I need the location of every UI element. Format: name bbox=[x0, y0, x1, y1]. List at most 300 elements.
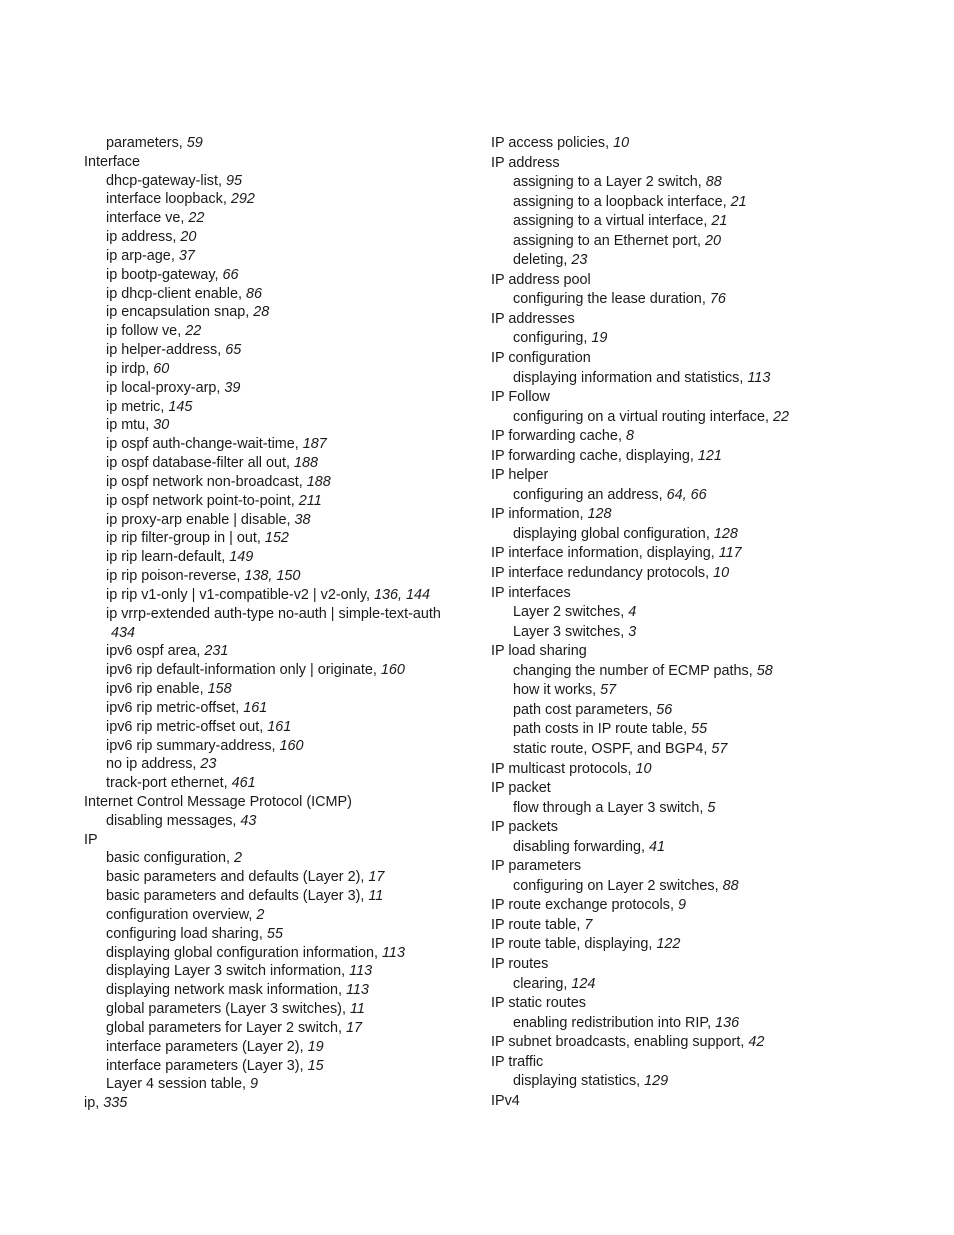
index-term: displaying information and statistics bbox=[513, 369, 740, 386]
index-term: displaying Layer 3 switch information bbox=[106, 963, 342, 980]
index-entry bbox=[84, 398, 474, 417]
page-reference: 76 bbox=[709, 291, 726, 308]
index-entry bbox=[491, 564, 931, 584]
index-term: Layer 2 switches bbox=[513, 604, 621, 621]
index-entry bbox=[84, 435, 474, 454]
page-reference: 158 bbox=[207, 681, 232, 698]
page-reference: 149 bbox=[229, 549, 254, 566]
index-entry bbox=[84, 567, 474, 586]
index-term: basic parameters and defaults (Layer 3) bbox=[106, 888, 361, 905]
index-term: ip ospf auth-change-wait-time bbox=[106, 436, 295, 453]
page-reference: 138, 150 bbox=[244, 568, 301, 585]
index-entry bbox=[84, 831, 474, 850]
index-entry bbox=[84, 755, 474, 774]
separator: , bbox=[592, 682, 601, 699]
index-term: IP multicast protocols bbox=[491, 760, 628, 777]
index-entry bbox=[84, 266, 474, 285]
index-entry bbox=[84, 586, 474, 605]
index-entry bbox=[491, 877, 931, 897]
page-reference: 113 bbox=[747, 369, 771, 386]
index-entry bbox=[491, 193, 931, 213]
separator: , bbox=[145, 360, 154, 377]
index-entry bbox=[491, 994, 931, 1014]
index-term: IP static routes bbox=[491, 995, 586, 1012]
index-term: ip address bbox=[106, 229, 173, 246]
index-entry bbox=[491, 955, 931, 975]
index-term: global parameters for Layer 2 switch bbox=[106, 1019, 338, 1036]
separator: , bbox=[226, 850, 234, 867]
separator: , bbox=[299, 1038, 308, 1055]
separator: , bbox=[739, 369, 748, 386]
index-entry bbox=[491, 290, 931, 310]
page-reference: 5 bbox=[707, 799, 716, 816]
separator: , bbox=[217, 342, 226, 359]
index-term: assigning to a loopback interface bbox=[513, 193, 723, 210]
index-term: basic configuration bbox=[106, 850, 226, 867]
index-term: ip rip poison-reverse bbox=[106, 568, 237, 585]
index-entry bbox=[84, 1038, 474, 1057]
index-entry bbox=[491, 154, 931, 174]
index-term: IP interface redundancy protocols bbox=[491, 565, 706, 582]
index-entry bbox=[84, 322, 474, 341]
index-term: configuring on a virtual routing interface bbox=[513, 408, 765, 425]
index-entry bbox=[84, 737, 474, 756]
separator: , bbox=[617, 428, 626, 445]
index-term: deleting bbox=[513, 252, 564, 269]
separator: , bbox=[248, 906, 257, 923]
separator: , bbox=[748, 662, 757, 679]
index-entry bbox=[491, 799, 931, 819]
index-entry bbox=[84, 1019, 474, 1038]
index-entry bbox=[491, 838, 931, 858]
index-entry bbox=[84, 1094, 474, 1113]
index-term: IP information bbox=[491, 506, 580, 523]
page-reference: 188 bbox=[294, 455, 319, 472]
index-term: ip bbox=[84, 1095, 96, 1112]
separator: , bbox=[374, 944, 382, 961]
index-term: configuring the lease duration bbox=[513, 291, 702, 308]
index-entry bbox=[84, 473, 474, 492]
index-term: IP forwarding cache bbox=[491, 428, 618, 445]
index-entry bbox=[84, 548, 474, 567]
index-term: basic parameters and defaults (Layer 2) bbox=[106, 869, 361, 886]
index-entry bbox=[491, 486, 931, 506]
index-term: IP access policies bbox=[491, 135, 606, 151]
index-entry bbox=[84, 812, 474, 831]
index-term: configuring load sharing bbox=[106, 925, 259, 942]
separator: , bbox=[232, 812, 241, 829]
separator: , bbox=[683, 721, 692, 738]
index-term: displaying global configuration information bbox=[106, 944, 374, 961]
index-entry bbox=[491, 505, 931, 525]
index-term: ipv6 rip metric-offset bbox=[106, 699, 236, 716]
separator: , bbox=[710, 545, 719, 562]
page-reference: 41 bbox=[649, 838, 666, 855]
index-entry bbox=[491, 251, 931, 271]
index-term: Layer 3 switches bbox=[513, 623, 621, 640]
page-reference: 145 bbox=[168, 398, 193, 415]
separator: , bbox=[286, 511, 295, 528]
index-entry bbox=[491, 584, 931, 604]
index-term: interface ve bbox=[106, 210, 181, 227]
page-reference: 117 bbox=[718, 545, 742, 562]
separator: , bbox=[259, 718, 268, 735]
index-term: clearing bbox=[513, 975, 564, 992]
index-term: IP address bbox=[491, 154, 560, 171]
separator: , bbox=[764, 408, 773, 425]
page-reference: 11 bbox=[349, 1001, 365, 1018]
index-entry bbox=[84, 172, 474, 191]
page-reference: 10 bbox=[713, 565, 730, 582]
separator: , bbox=[703, 740, 712, 757]
page-reference: 231 bbox=[204, 643, 229, 660]
index-term: ipv6 rip enable bbox=[106, 681, 200, 698]
separator: , bbox=[636, 1073, 645, 1090]
index-entry bbox=[491, 896, 931, 916]
page-reference: 17 bbox=[368, 869, 385, 886]
index-entry bbox=[84, 774, 474, 793]
index-entry bbox=[84, 699, 474, 718]
page-reference: 15 bbox=[307, 1057, 324, 1074]
index-term: flow through a Layer 3 switch bbox=[513, 799, 700, 816]
page-reference: 434 bbox=[111, 624, 136, 641]
separator: , bbox=[563, 252, 572, 269]
index-term: interface loopback bbox=[106, 191, 223, 208]
separator: , bbox=[697, 174, 706, 191]
index-term: Layer 4 session table bbox=[106, 1076, 242, 1093]
index-entry bbox=[84, 360, 474, 379]
page-reference: 2 bbox=[256, 906, 265, 923]
page-reference: 211 bbox=[298, 492, 322, 509]
separator: , bbox=[701, 291, 710, 308]
index-term: assigning to a Layer 2 switch bbox=[513, 174, 698, 191]
index-entry bbox=[84, 887, 474, 906]
index-term: IP route exchange protocols bbox=[491, 897, 670, 914]
index-entry bbox=[491, 525, 931, 545]
page-reference: 136 bbox=[715, 1014, 740, 1031]
page-reference: 9 bbox=[250, 1076, 259, 1093]
index-term: interface parameters (Layer 2) bbox=[106, 1038, 300, 1055]
separator: , bbox=[172, 229, 181, 246]
index-entry bbox=[491, 701, 931, 721]
index-entry bbox=[84, 209, 474, 228]
page-reference: 188 bbox=[306, 473, 331, 490]
index-term: IP parameters bbox=[491, 858, 582, 875]
page-reference: 66 bbox=[222, 266, 239, 283]
index-entry bbox=[84, 925, 474, 944]
page-reference: 335 bbox=[103, 1095, 128, 1112]
index-term: IP helper bbox=[491, 467, 549, 484]
index-entry bbox=[84, 134, 474, 153]
separator: , bbox=[271, 737, 280, 754]
index-term: IP packet bbox=[491, 780, 551, 797]
index-term: IP forwarding cache, displaying bbox=[491, 447, 690, 464]
separator: , bbox=[658, 486, 667, 503]
index-term: no ip address bbox=[106, 756, 193, 773]
index-term: ipv6 rip metric-offset out bbox=[106, 718, 260, 735]
page-reference: 86 bbox=[246, 285, 263, 302]
index-term: IP route table bbox=[491, 916, 577, 933]
page-reference: 292 bbox=[230, 191, 255, 208]
separator: , bbox=[256, 530, 265, 547]
index-term: ipv6 ospf area bbox=[106, 643, 197, 660]
index-term: ip arp-age bbox=[106, 247, 171, 264]
page-reference: 124 bbox=[571, 975, 596, 992]
separator: , bbox=[145, 417, 154, 434]
index-term: assigning to a virtual interface bbox=[513, 213, 704, 230]
separator: , bbox=[160, 398, 169, 415]
index-term: ip encapsulation snap bbox=[106, 304, 246, 321]
separator: , bbox=[235, 699, 244, 716]
separator: , bbox=[180, 210, 189, 227]
index-entry bbox=[84, 624, 474, 643]
page-reference: 161 bbox=[243, 699, 268, 716]
index-term: static route, OSPF, and BGP4 bbox=[513, 740, 704, 757]
index-entry bbox=[491, 760, 931, 780]
separator: , bbox=[705, 565, 714, 582]
separator: , bbox=[217, 172, 226, 189]
index-entry bbox=[84, 416, 474, 435]
index-entry bbox=[84, 981, 474, 1000]
separator: , bbox=[223, 775, 232, 792]
page-reference: 21 bbox=[711, 213, 728, 230]
index-term: ip bootp-gateway bbox=[106, 266, 215, 283]
index-term: IP routes bbox=[491, 955, 549, 972]
index-term: IP load sharing bbox=[491, 643, 587, 660]
index-entry bbox=[491, 329, 931, 349]
page-reference: 8 bbox=[625, 428, 634, 445]
page-reference: 11 bbox=[368, 888, 384, 905]
page-reference: 10 bbox=[613, 135, 630, 151]
separator: , bbox=[214, 266, 223, 283]
page-reference: 4 bbox=[628, 604, 637, 621]
index-entry bbox=[84, 190, 474, 209]
index-entry bbox=[491, 212, 931, 232]
page-reference: 187 bbox=[302, 436, 327, 453]
index-entry bbox=[491, 232, 931, 252]
page-reference: 88 bbox=[722, 877, 739, 894]
index-entry bbox=[84, 454, 474, 473]
index-term: displaying network mask information bbox=[106, 982, 338, 999]
page-reference: 60 bbox=[153, 360, 170, 377]
separator: , bbox=[699, 799, 708, 816]
index-entry bbox=[491, 388, 931, 408]
index-term: path costs in IP route table bbox=[513, 721, 684, 738]
page-reference: 10 bbox=[635, 760, 652, 777]
index-entry bbox=[491, 1092, 931, 1112]
index-term: how it works bbox=[513, 682, 593, 699]
index-entry bbox=[491, 857, 931, 877]
index-entry bbox=[491, 662, 931, 682]
index-entry bbox=[491, 427, 931, 447]
separator: , bbox=[360, 888, 369, 905]
index-term: IP interfaces bbox=[491, 584, 571, 601]
index-entry bbox=[491, 1014, 931, 1034]
page-reference: 22 bbox=[188, 210, 205, 227]
index-entry bbox=[491, 271, 931, 291]
separator: , bbox=[221, 549, 230, 566]
index-entry bbox=[491, 975, 931, 995]
separator: , bbox=[178, 135, 187, 151]
index-entry bbox=[84, 944, 474, 963]
index-term: ip rip v1-only | v1-compatible-v2 | v2-only bbox=[106, 586, 366, 603]
index-entry bbox=[84, 341, 474, 360]
index-entry bbox=[84, 303, 474, 322]
index-entry bbox=[491, 408, 931, 428]
separator: , bbox=[199, 681, 208, 698]
separator: , bbox=[722, 193, 731, 210]
index-term: IP addresses bbox=[491, 310, 575, 327]
index-entry bbox=[84, 153, 474, 172]
index-term: IP bbox=[84, 831, 98, 848]
page-reference: 461 bbox=[231, 775, 256, 792]
index-term: configuring bbox=[513, 330, 584, 347]
index-entry bbox=[84, 793, 474, 812]
index-entry bbox=[491, 1072, 931, 1092]
page-reference: 152 bbox=[264, 530, 289, 547]
index-term: ip rip filter-group in | out bbox=[106, 530, 257, 547]
page-reference: 95 bbox=[225, 172, 242, 189]
page-reference: 136, 144 bbox=[373, 586, 430, 603]
index-entry bbox=[84, 642, 474, 661]
page-reference: 19 bbox=[591, 330, 608, 347]
index-entry bbox=[491, 623, 931, 643]
page-reference: 88 bbox=[705, 174, 722, 191]
page-reference: 121 bbox=[697, 447, 722, 464]
index-term: ip vrrp-extended auth-type no-auth | simple-text-auth bbox=[106, 605, 441, 622]
index-entry bbox=[491, 1053, 931, 1073]
index-entry bbox=[491, 720, 931, 740]
page-reference: 3 bbox=[628, 623, 637, 640]
index-term: displaying statistics bbox=[513, 1073, 637, 1090]
index-entry bbox=[491, 681, 931, 701]
separator: , bbox=[170, 247, 179, 264]
separator: , bbox=[689, 447, 698, 464]
page-reference: 20 bbox=[705, 232, 722, 249]
separator: , bbox=[222, 191, 231, 208]
index-term: IP traffic bbox=[491, 1053, 544, 1070]
page-reference: 22 bbox=[185, 323, 202, 340]
page-reference: 22 bbox=[772, 408, 789, 425]
index-term: IPv4 bbox=[491, 1092, 520, 1109]
index-term: assigning to an Ethernet port bbox=[513, 232, 698, 249]
index-entry bbox=[84, 718, 474, 737]
page-reference: 2 bbox=[234, 850, 243, 867]
page-reference: 128 bbox=[713, 525, 738, 542]
separator: , bbox=[563, 975, 572, 992]
index-term: ip rip learn-default bbox=[106, 549, 222, 566]
separator: , bbox=[341, 963, 350, 980]
index-entry bbox=[491, 916, 931, 936]
separator: , bbox=[627, 760, 636, 777]
index-term: displaying global configuration bbox=[513, 525, 706, 542]
index-term: ip dhcp-client enable bbox=[106, 285, 239, 302]
index-entry bbox=[491, 447, 931, 467]
index-entry bbox=[491, 1033, 931, 1053]
separator: , bbox=[583, 330, 592, 347]
index-term: ip irdp bbox=[106, 360, 146, 377]
page-reference: 160 bbox=[380, 662, 405, 679]
separator: , bbox=[714, 877, 723, 894]
index-term: parameters bbox=[106, 135, 179, 151]
separator: , bbox=[290, 492, 299, 509]
index-entry bbox=[84, 529, 474, 548]
page-reference: 23 bbox=[571, 252, 588, 269]
page-reference: 122 bbox=[656, 936, 681, 953]
index-entry bbox=[84, 379, 474, 398]
index-column-right bbox=[491, 134, 931, 1111]
separator: , bbox=[620, 623, 629, 640]
index-entry bbox=[84, 680, 474, 699]
separator: , bbox=[705, 525, 714, 542]
page-reference: 55 bbox=[691, 721, 708, 738]
page-reference: 20 bbox=[180, 229, 197, 246]
index-term: configuration overview bbox=[106, 906, 249, 923]
separator: , bbox=[697, 232, 706, 249]
page-reference: 161 bbox=[267, 718, 292, 735]
index-term: IP configuration bbox=[491, 350, 591, 367]
index-entry bbox=[491, 134, 931, 154]
page-reference: 38 bbox=[294, 511, 311, 528]
index-entry bbox=[491, 349, 931, 369]
index-term: IP packets bbox=[491, 819, 558, 836]
index-entry bbox=[84, 511, 474, 530]
page-reference: 65 bbox=[225, 342, 242, 359]
index-entry bbox=[491, 173, 931, 193]
page-reference: 56 bbox=[656, 701, 673, 718]
index-term: global parameters (Layer 3 switches) bbox=[106, 1001, 342, 1018]
index-term: ip metric bbox=[106, 398, 161, 415]
index-entry bbox=[491, 818, 931, 838]
index-term: ip ospf database-filter all out bbox=[106, 455, 286, 472]
page-reference: 55 bbox=[266, 925, 283, 942]
index-entry bbox=[84, 906, 474, 925]
index-entry bbox=[491, 935, 931, 955]
index-term: disabling forwarding bbox=[513, 838, 641, 855]
separator: , bbox=[576, 916, 585, 933]
page-reference: 28 bbox=[253, 304, 270, 321]
index-term: enabling redistribution into RIP bbox=[513, 1014, 708, 1031]
index-entry bbox=[84, 1075, 474, 1094]
index-entry bbox=[84, 285, 474, 304]
page-reference: 39 bbox=[224, 379, 241, 396]
separator: , bbox=[238, 285, 247, 302]
index-term: configuring on Layer 2 switches bbox=[513, 877, 715, 894]
page-reference: 17 bbox=[345, 1019, 362, 1036]
page-reference: 113 bbox=[345, 982, 369, 999]
index-term: ipv6 rip summary-address bbox=[106, 737, 272, 754]
index-term: track-port ethernet bbox=[106, 775, 224, 792]
separator: , bbox=[196, 643, 205, 660]
page-reference: 113 bbox=[382, 944, 405, 961]
index-term: configuring an address bbox=[513, 486, 659, 503]
index-term: changing the number of ECMP paths bbox=[513, 662, 749, 679]
index-entry bbox=[84, 247, 474, 266]
index-entry bbox=[84, 605, 474, 624]
index-term: ip local-proxy-arp bbox=[106, 379, 217, 396]
index-term: ip follow ve bbox=[106, 323, 178, 340]
page-reference: 129 bbox=[644, 1073, 669, 1090]
separator: , bbox=[740, 1034, 749, 1051]
index-term: IP subnet broadcasts, enabling support bbox=[491, 1034, 741, 1051]
index-entry bbox=[491, 369, 931, 389]
page-reference: 42 bbox=[748, 1034, 765, 1051]
index-term: IP route table, displaying bbox=[491, 936, 649, 953]
index-entry bbox=[491, 779, 931, 799]
index-term: disabling messages bbox=[106, 812, 233, 829]
index-term: ip mtu bbox=[106, 417, 146, 434]
page-reference: 113 bbox=[349, 963, 373, 980]
